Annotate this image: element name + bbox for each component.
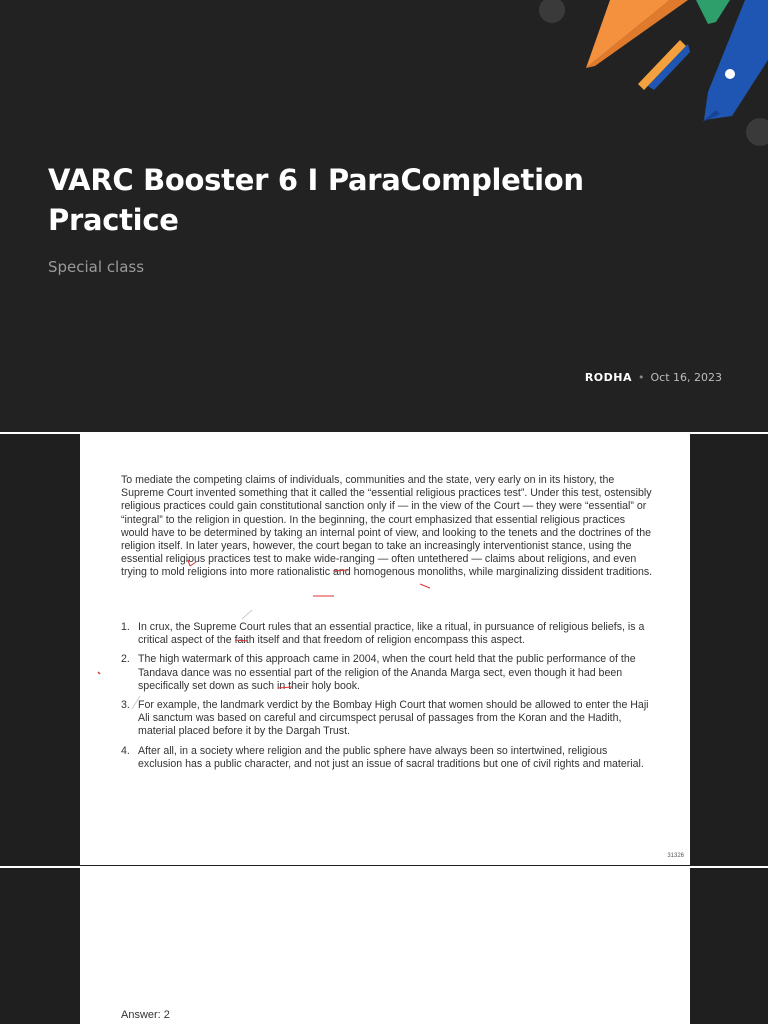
option-number: 4. xyxy=(121,744,130,757)
option-item xyxy=(121,699,653,739)
presentation-date: Oct 16, 2023 xyxy=(650,371,722,384)
meta-separator: • xyxy=(638,371,645,384)
option-text: For example, the landmark verdict by the Bombay High Court that women should be allowed to enter the Haji Ali sanctum was based on careful and circumspect perusal of passages from the Koran and the Hadith, material placed before it by the Dargah Trust. xyxy=(138,699,649,738)
presentation-subtitle: Special class xyxy=(48,258,145,276)
option-text: The high watermark of this approach came in 2004, when the court held that the public performance of the Tandava dance was no essential part of the religion of the Ananda Marga sect, even though it had been specifically set down as such in their holy book. xyxy=(138,653,636,692)
option-number: 2. xyxy=(121,653,130,666)
option-item xyxy=(121,745,653,771)
author-name: RODHA xyxy=(584,371,632,384)
presentation-title: VARC Booster 6 I ParaCompletion Practice xyxy=(48,163,584,237)
question-slide xyxy=(80,434,690,865)
page-number: 31326 xyxy=(667,853,684,859)
pen-and-pencil-icon xyxy=(520,0,768,150)
answer-slide xyxy=(80,868,690,1024)
presentation-meta xyxy=(585,371,722,384)
option-text: In crux, the Supreme Court rules that an essential practice, like a ritual, in pursuance of religious beliefs, is a critical aspect of the faith itself and that freedom of religion encompass this aspect. xyxy=(138,621,645,647)
answer-text: Answer: 2 xyxy=(121,1009,170,1021)
answer-options xyxy=(121,621,653,777)
option-number: 1. xyxy=(121,621,130,633)
option-number: 3. xyxy=(121,699,130,712)
option-item xyxy=(121,653,653,693)
question-passage: To mediate the competing claims of individuals, communities and the state, very early on in its history, the Supreme Court invented something that it called the “essential religious practices test”. Under this test, ostensibly religious practices could gain constitutional sanction only if — in the view of the Court — they were “essential” or “integral” to the religion in question. In the beginning, the court emphasized that essential religious practices would have to be determined by taking an internal point of view, and looking to the tenets and the doctrines of the religion itself. In later years, however, the court began to take an increasingly interventionist stance, using the essential religious practices test to make wide-ranging — often untethered — claims about religions, and even trying to mold religions into more rationalistic and homogenous monoliths, while marginalizing dissident traditions. xyxy=(121,474,653,579)
option-item xyxy=(121,621,653,647)
cover-slide xyxy=(0,0,768,432)
option-text: After all, in a society where religion and the public sphere have always been so intertwined, religious exclusion has a public character, and not just an issue of sacral traditions but one of civil rights and material. xyxy=(138,744,644,770)
